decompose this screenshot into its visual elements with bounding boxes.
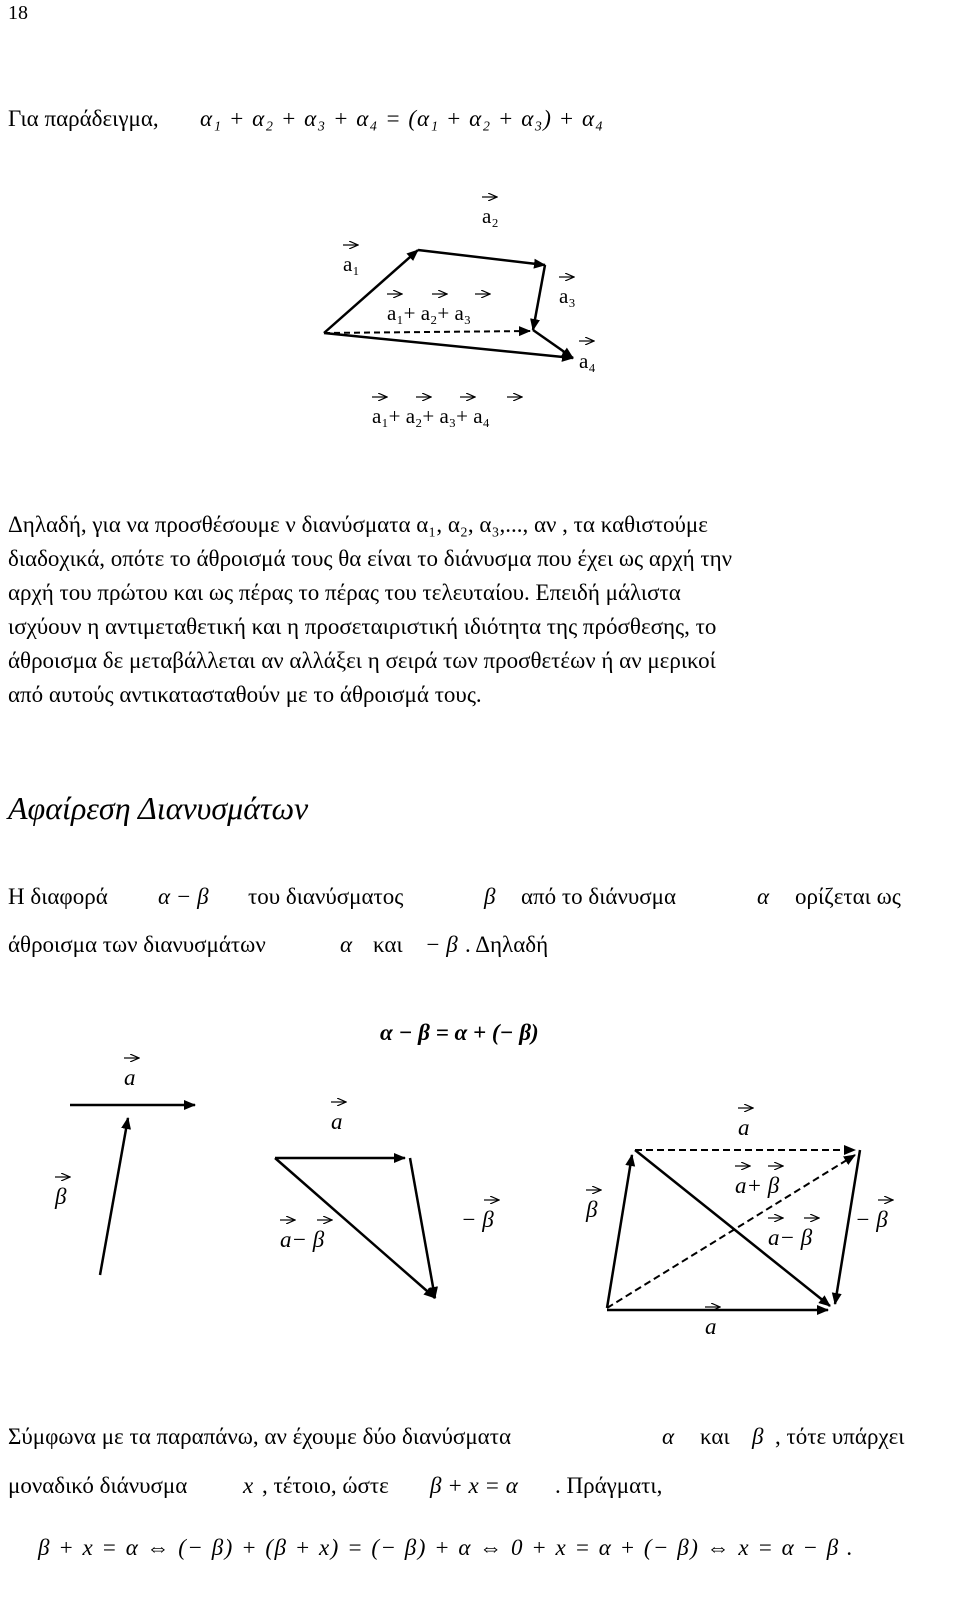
p3-l2-t1: μοναδικό διάνυσμα <box>8 1473 188 1498</box>
label-a2: a₂ <box>482 204 499 228</box>
p3-l2-t3: . Πράγματι, <box>555 1473 663 1498</box>
p2-l1-t1: Η διαφορά <box>8 884 108 909</box>
page-number: 18 <box>8 2 28 24</box>
paragraph-line: ισχύουν η αντιμεταθετική και η προσεταιριστική ιδιότητα της πρόσθεσης, το <box>8 614 717 639</box>
p3-l2-m1: x <box>243 1473 254 1498</box>
p2-l2-m1: α <box>340 932 353 957</box>
label-neg-beta-mid: − β <box>461 1207 494 1232</box>
p2-l2-t3: . Δηλαδή <box>465 932 549 957</box>
p2-l1-m3: α <box>757 884 770 909</box>
p2-l1-m1: α − β <box>158 884 209 909</box>
label-a-mid: a <box>331 1109 343 1134</box>
label-a-minus-beta-mid: a− β <box>280 1227 325 1252</box>
label-a-plus-beta: a+ β <box>735 1173 780 1198</box>
p3-l1-m1: α <box>662 1424 675 1449</box>
p2-l1-t4: ορίζεται ως <box>795 884 901 909</box>
vector-beta-left <box>100 1118 128 1275</box>
vector-a-plus-beta <box>607 1155 855 1308</box>
label-a-minus-beta-right: a− β <box>768 1225 813 1250</box>
p2-l2-t1: άθροισμα των διανυσμάτων <box>8 932 266 957</box>
final-formula: β + x = α ⇔ (− β) + (β + x) = (− β) + α ⇔ 0 + x = α + (− β) ⇔ x = α − β . <box>38 1535 855 1560</box>
paragraph-line: άθροισμα δε μεταβάλλεται αν αλλάξει η σειρά των προσθετέων ή αν μερικοί <box>8 648 716 673</box>
p2-l1-m2: β <box>484 884 496 909</box>
p2-l2-m2: − β <box>425 932 458 957</box>
vector-beta-right <box>607 1155 632 1308</box>
label-a1: a₁ <box>343 252 360 276</box>
p3-l1-t3: , τότε υπάρχει <box>775 1424 905 1449</box>
section-heading: Αφαίρεση Διανυσμάτων <box>8 790 309 826</box>
example-formula: α₁ + α₂ + α₃ + α₄ = (α₁ + α₂ + α₃) + α₄ <box>200 106 605 131</box>
label-beta-left: β <box>55 1184 67 1209</box>
p3-l1-t1: Σύμφωνα με τα παραπάνω, αν έχουμε δύο διανύσματα <box>8 1424 511 1449</box>
paragraph-line: Δηλαδή, για να προσθέσουμε ν διανύσματα α₁, α₂, α₃,..., αν , τα καθιστούμε <box>8 512 708 537</box>
subtraction-formula: α − β = α + (− β) <box>380 1020 539 1045</box>
p3-l2-m2: β + x = α <box>430 1473 518 1498</box>
label-a3: a₃ <box>559 284 576 308</box>
label-sum123: a₁+ a₂+ a₃ <box>387 301 472 325</box>
p2-l1-t2: του διανύσματος <box>248 884 404 909</box>
label-a-right-top: a <box>738 1115 750 1140</box>
label-sum1234: a₁+ a₂+ a₃+ a₄ <box>372 404 490 428</box>
paragraph-line: αρχή του πρώτου και ως πέρας το πέρας του τελευταίου. Επειδή μάλιστα <box>8 580 681 605</box>
label-neg-beta-right: − β <box>855 1207 888 1232</box>
p2-l2-t2: και <box>373 932 403 957</box>
label-a-left: a <box>124 1065 136 1090</box>
p3-l1-m2: β <box>752 1424 764 1449</box>
label-a-right-bottom: a <box>705 1314 717 1339</box>
example-lead: Για παράδειγμα, <box>8 106 159 131</box>
label-beta-right: β <box>586 1197 598 1222</box>
paragraph-line: διαδοχικά, οπότε το άθροισμά τους θα είναι το διάνυσμα που έχει ως αρχή την <box>8 546 733 571</box>
label-a4: a₄ <box>579 349 596 373</box>
p3-l1-t2: και <box>700 1424 730 1449</box>
vector-neg-beta-mid <box>410 1158 435 1298</box>
paragraph-line: από αυτούς αντικατασταθούν με το άθροισμά τους. <box>8 682 482 707</box>
p3-l2-t2: , τέτοιο, ώστε <box>262 1473 389 1498</box>
p2-l1-t3: από το διάνυσμα <box>521 884 677 909</box>
